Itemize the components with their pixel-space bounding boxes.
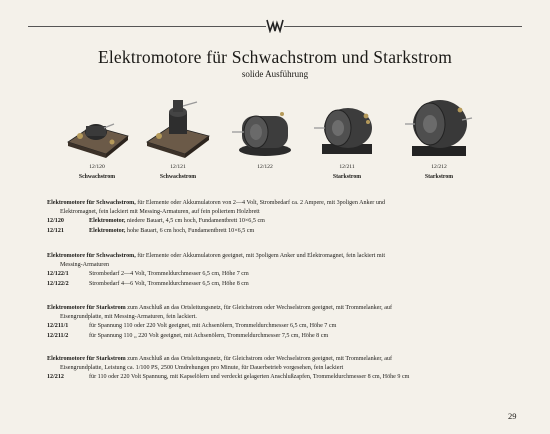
list-item: 12/211/1 für Spannung 110 oder 220 Volt geeignet, mit Achsenölern, Trommeldurchmesser 6,5 cm, Höhe 7 cm xyxy=(47,323,337,330)
list-item: 12/122/2 Strombedarf 4—6 Volt, Trommeldurchmesser 6,5 cm, Höhe 8 cm xyxy=(47,280,249,287)
section-intro: Elektromotore für Schwachstrom, für Elemente oder Akkumulatoren geeignet, mit 3poligem Anker und Elektromagnet, fein lackiert mit Messing-Armaturen xyxy=(47,253,386,269)
product-code: 12/212 xyxy=(431,164,447,170)
product-caption: Starkstrom xyxy=(424,174,454,180)
product-12-120 xyxy=(62,92,132,190)
page-subtitle: solide Ausführung xyxy=(241,69,309,79)
motor-strong-illustration xyxy=(312,92,382,164)
product-12-122 xyxy=(230,92,300,190)
list-item: 12/120 Elektromotor, niedere Bauart, 4,5 cm hoch, Fundamentbrett 10×6,5 cm xyxy=(47,218,265,225)
product-caption: Schwachstrom xyxy=(159,174,197,180)
section-intro: Elektromotore für Starkstrom zum Anschluß an das Ortsleitungsnetz, für Gleichstrom oder Wechselstrom geeignet, mit Trommelanker, auf Eisengrundplatte, Leistung ca. 1/100 PS, 2500 Umdrehungen pro Minute, für Dauerbetrieb vorgesehen, fein lackiert xyxy=(47,356,392,372)
product-code: 12/120 xyxy=(89,164,105,170)
list-item: 12/211/2 für Spannung 110 „ 220 Volt geeignet, mit Achsenölern, Trommeldurchmesser 7,5 cm, Höhe 8 cm xyxy=(47,332,329,339)
header-rule-left xyxy=(28,26,266,27)
motor-low-illustration xyxy=(62,92,132,164)
product-code: 12/121 xyxy=(170,164,186,170)
page-number: 29 xyxy=(508,411,517,421)
section-schwachstrom-2 xyxy=(47,252,512,289)
product-12-121 xyxy=(143,92,213,190)
product-12-211 xyxy=(312,92,382,190)
product-12-212 xyxy=(404,92,474,190)
list-item: 12/212 für 110 oder 220 Volt Spannung, mit Kapselölern und verdeckt gelagerten Anschlußzapfen, Trommeldurchmesser 8 cm, Höhe 9 cm xyxy=(47,374,410,381)
product-code: 12/211 xyxy=(339,164,355,170)
motor-high-illustration xyxy=(143,92,213,164)
list-item: 12/122/1 Strombedarf 2—4 Volt, Trommeldurchmesser 6,5 cm, Höhe 7 cm xyxy=(47,271,249,278)
section-intro: Elektromotore für Schwachstrom, für Elemente oder Akkumulatoren von 2—4 Volt, Strombedarf ca. 2 Ampere, mit 3poligen Anker und Elektromagnet, fein lackiert mit Messing-Armaturen, auf fein poliertem Holzbrett xyxy=(47,200,385,216)
header-rule-right xyxy=(284,26,522,27)
product-caption: Schwachstrom xyxy=(78,174,116,180)
list-item: 12/121 Elektromotor, hohe Bauart, 6 cm hoch, Fundamentbrett 10×6,5 cm xyxy=(47,227,255,234)
section-starkstrom-1 xyxy=(47,304,512,341)
section-schwachstrom-1 xyxy=(47,199,512,236)
page-title: Elektromotore für Schwachstrom und Starkstrom xyxy=(97,47,453,67)
publisher-logo-icon xyxy=(266,19,284,33)
product-code: 12/122 xyxy=(257,164,273,170)
section-intro: Elektromotore für Starkstrom zum Anschluß an das Ortsleitungsnetz, für Gleichstrom oder Wechselstrom geeignet, mit Trommelanker, auf Eisengrundplatte, mit Messing-Armaturen, fein lackiert. xyxy=(47,305,392,321)
section-starkstrom-2 xyxy=(47,355,512,383)
product-caption: Starkstrom xyxy=(332,174,362,180)
motor-drum-illustration xyxy=(230,92,300,164)
motor-large-illustration xyxy=(404,92,474,164)
